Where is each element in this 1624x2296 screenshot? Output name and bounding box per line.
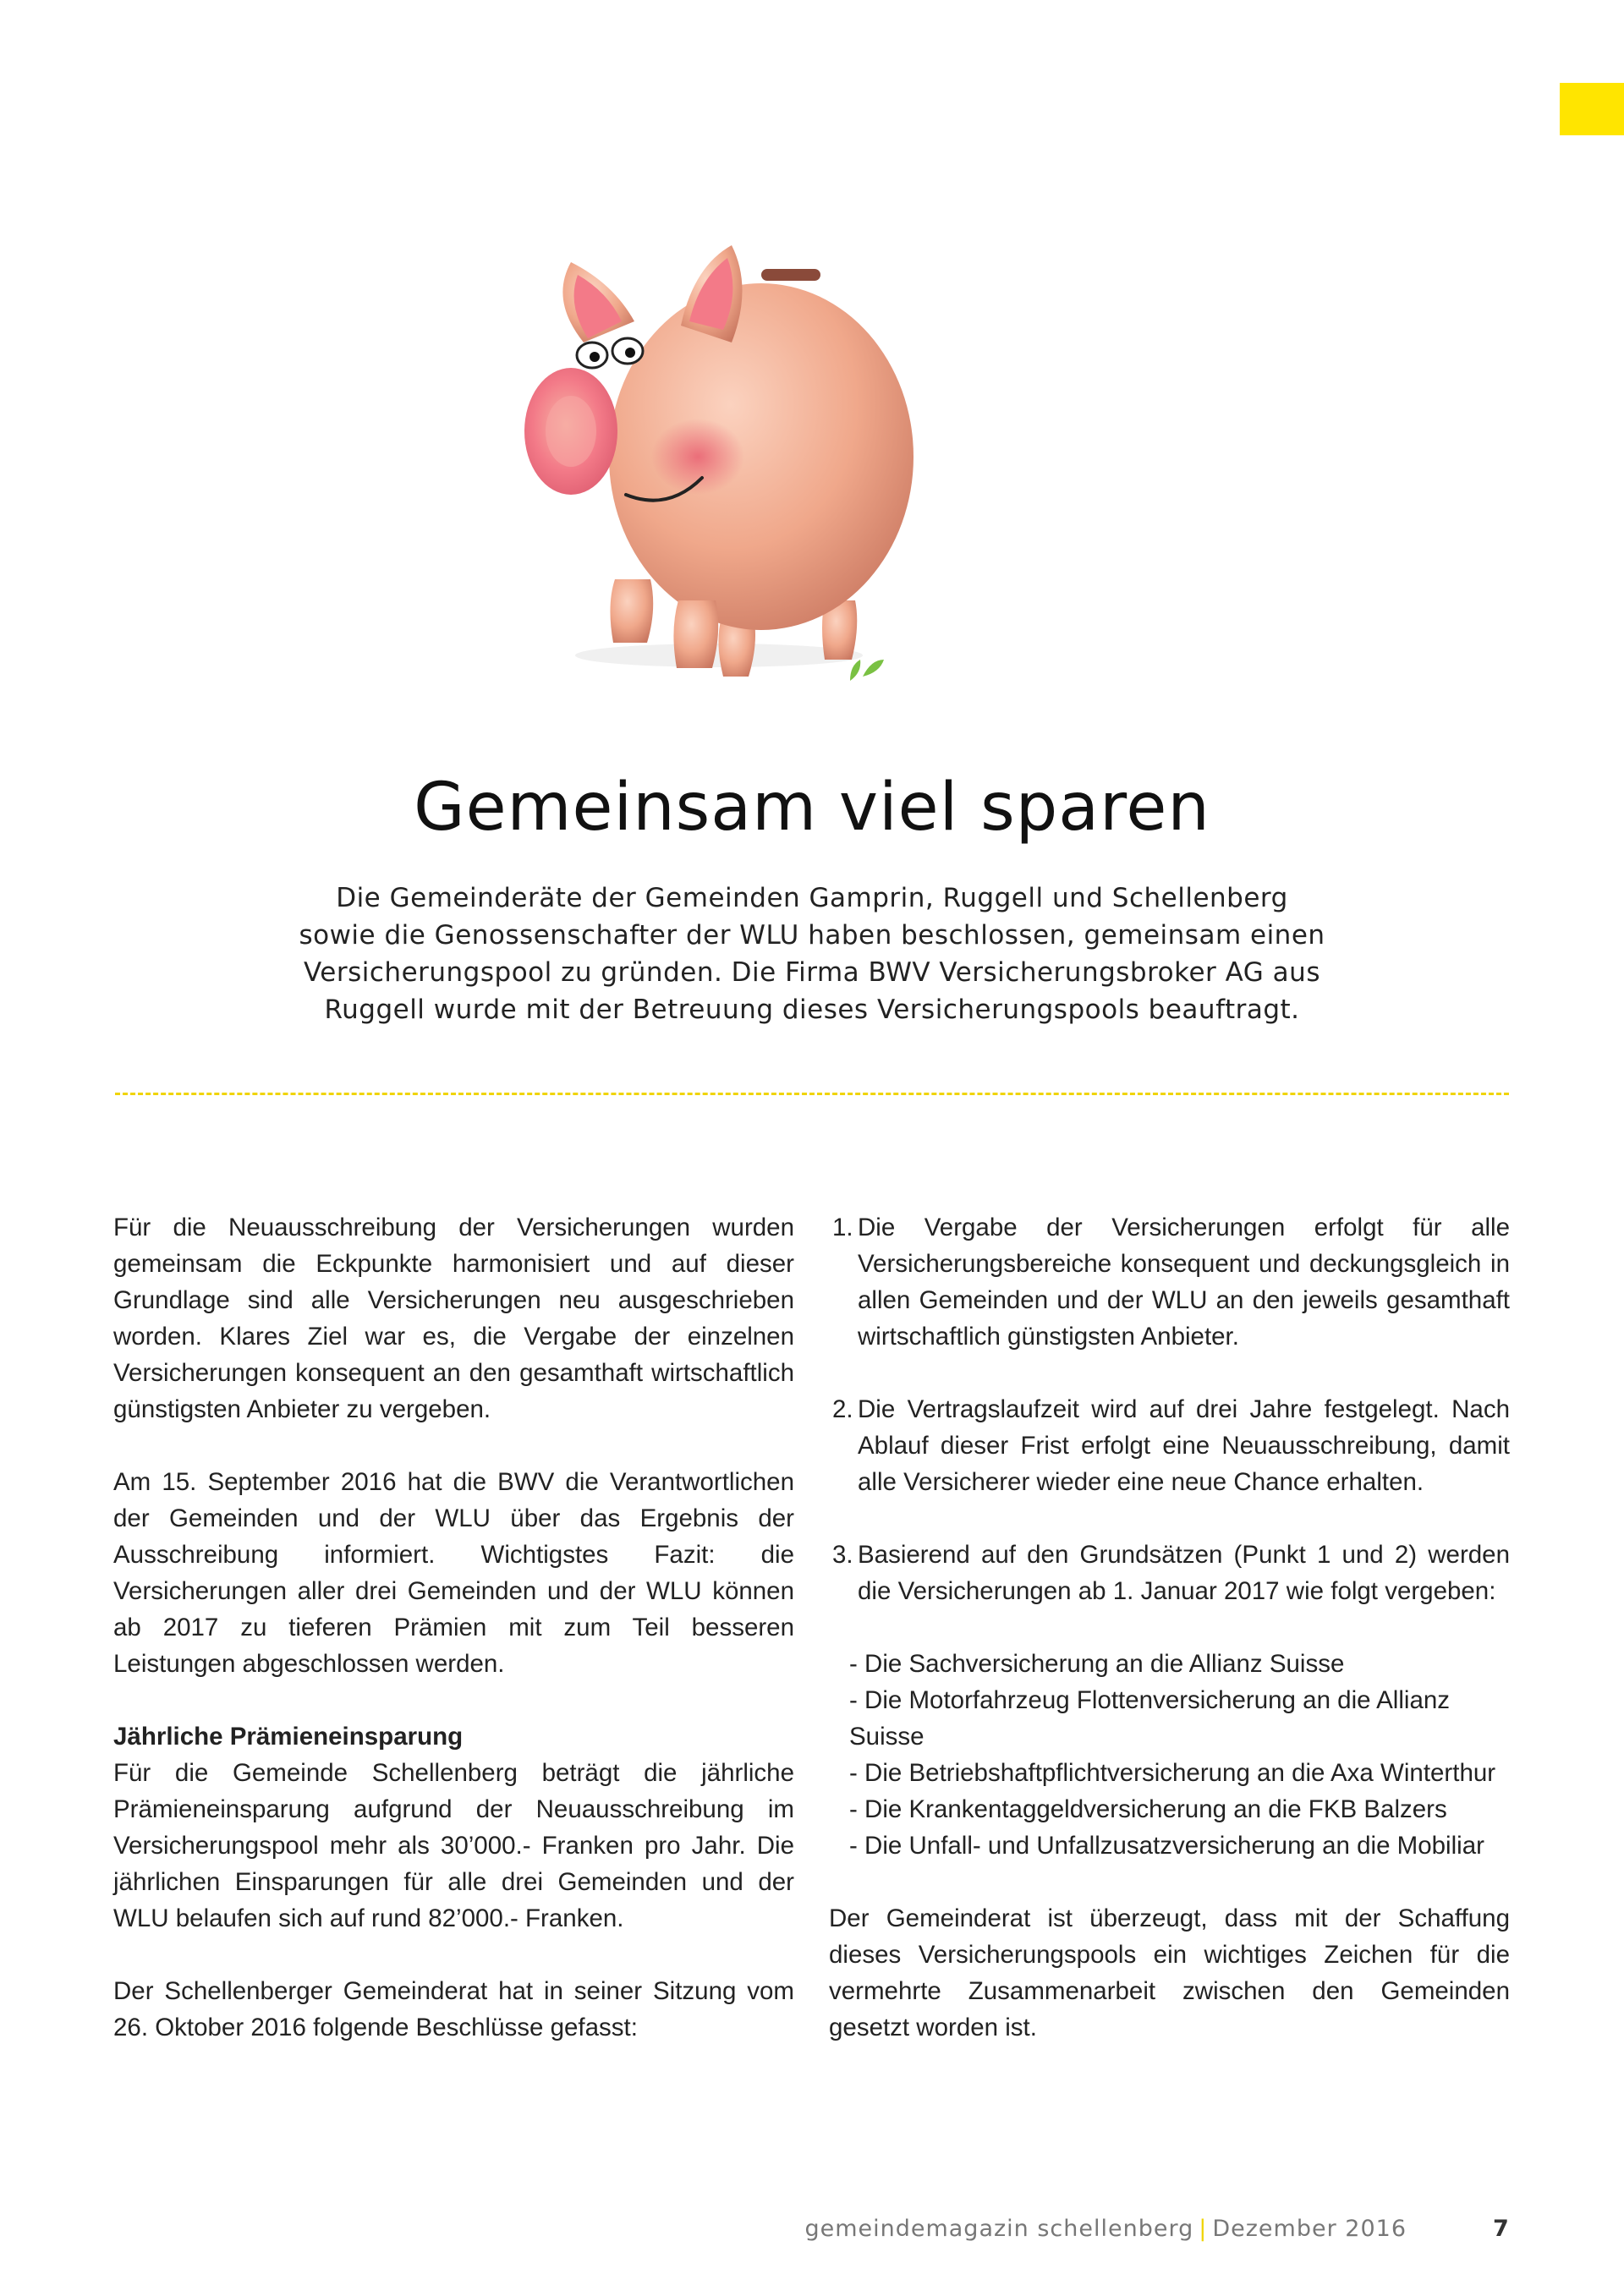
lead-line: sowie die Genossenschafter der WLU haben beschlossen, gemeinsam einen [299,920,1325,951]
footer-label [804,2216,1407,2242]
insurer-item: - Die Sachversicherung an die Allianz Suisse [849,1650,1345,1678]
issue-date: Dezember 2016 [1212,2216,1407,2242]
closing-paragraph: Der Gemeinderat ist überzeugt, dass mit der Schaffung dieses Versicherungspools ein wichtiges Zeichen für die vermehrte Zusammenarbeit zwischen den Gemeinden gesetzt worden ist. [829,1904,1510,2041]
insurer-item: - Die Unfall- und Unfallzusatzversicherung an die Mobiliar [849,1832,1484,1860]
list-text: Die Vertragslaufzeit wird auf drei Jahre festgelegt. Nach Ablauf dieser Frist erfolgt eine Neuausschreibung, damit alle Versicherer wieder eine neue Chance erhalten. [858,1395,1510,1496]
lead-line: Versicherungspool zu gründen. Die Firma BWV Versicherungsbroker AG aus [304,957,1320,988]
lead-line: Die Gemeinderäte der Gemeinden Gamprin, Ruggell und Schellenberg [336,883,1288,913]
insurer-item: - Die Motorfahrzeug Flottenversicherung an die Allianz Suisse [849,1686,1451,1751]
footer-separator: | [1199,2216,1208,2242]
lead-line: Ruggell wurde mit der Betreuung dieses Versicherungspools beauftragt. [324,995,1300,1025]
subheading: Jährliche Prämieneinsparung [113,1723,464,1751]
paragraph: Der Schellenberger Gemeinderat hat in seiner Sitzung vom 26. Oktober 2016 folgende Beschlüsse gefasst: [113,1977,794,2041]
dashed-divider [115,1093,1509,1095]
insurer-item: - Die Betriebshaftpflichtversicherung an die Axa Winterthur [849,1759,1496,1787]
paragraph: Für die Gemeinde Schellenberg beträgt die jährliche Prämieneinsparung aufgrund der Neuausschreibung im Versicherungspool mehr als 30’000.- Franken pro Jahr. Die jährlichen Einsparungen für alle drei Gemeinden und der WLU belaufen sich auf rund 82’000.- Franken. [113,1759,794,1932]
left-column [113,1209,794,2082]
insurer-list [849,1646,1510,1864]
paragraph: Für die Neuausschreibung der Versicherungen wurden gemeinsam die Eckpunkte harmonisiert und auf dieser Grundlage sind alle Versicherungen neu ausgeschrieben worden. Klares Ziel war es, die Vergabe der einzelnen Versicherungen konsequent an den gesamthaft wirtschaftlich günstigsten Anbieter zu vergeben. [113,1214,794,1423]
article-title: Gemeinsam viel sparen [414,770,1210,846]
list-text: Basierend auf den Grundsätzen (Punkt 1 und 2) werden die Versicherungen ab 1. Januar 2017 wie folgt vergeben: [858,1541,1510,1605]
list-item [829,1391,1510,1500]
yellow-corner-tab [1560,83,1624,135]
paragraph: Am 15. September 2016 hat die BWV die Verantwortlichen der Gemeinden und der WLU über das Ergebnis der Ausschreibung informiert. Wichtigstes Fazit: die Versicherungen aller drei Gemeinden und der WLU können ab 2017 zu tieferen Prämien mit zum Teil besseren Leistungen abgeschlossen werden. [113,1468,794,1678]
insurer-item: - Die Krankentaggeldversicherung an die FKB Balzers [849,1795,1447,1823]
magazine-name: gemeindemagazin schellenberg [804,2216,1194,2242]
list-number: 1. [832,1214,853,1241]
list-number: 2. [832,1395,853,1423]
piggy-bank-image [508,220,914,693]
decision-list [829,1209,1510,1609]
list-item [829,1209,1510,1355]
article-lead [279,879,1345,1028]
right-column [829,1209,1510,2082]
page-number: 7 [1493,2216,1509,2242]
list-text: Die Vergabe der Versicherungen erfolgt für alle Versicherungsbereiche konsequent und deckungsgleich in allen Gemeinden und der WLU an den jeweils gesamthaft wirtschaftlich günstigsten Anbieter. [858,1214,1510,1351]
list-item [829,1537,1510,1609]
list-number: 3. [832,1541,853,1569]
